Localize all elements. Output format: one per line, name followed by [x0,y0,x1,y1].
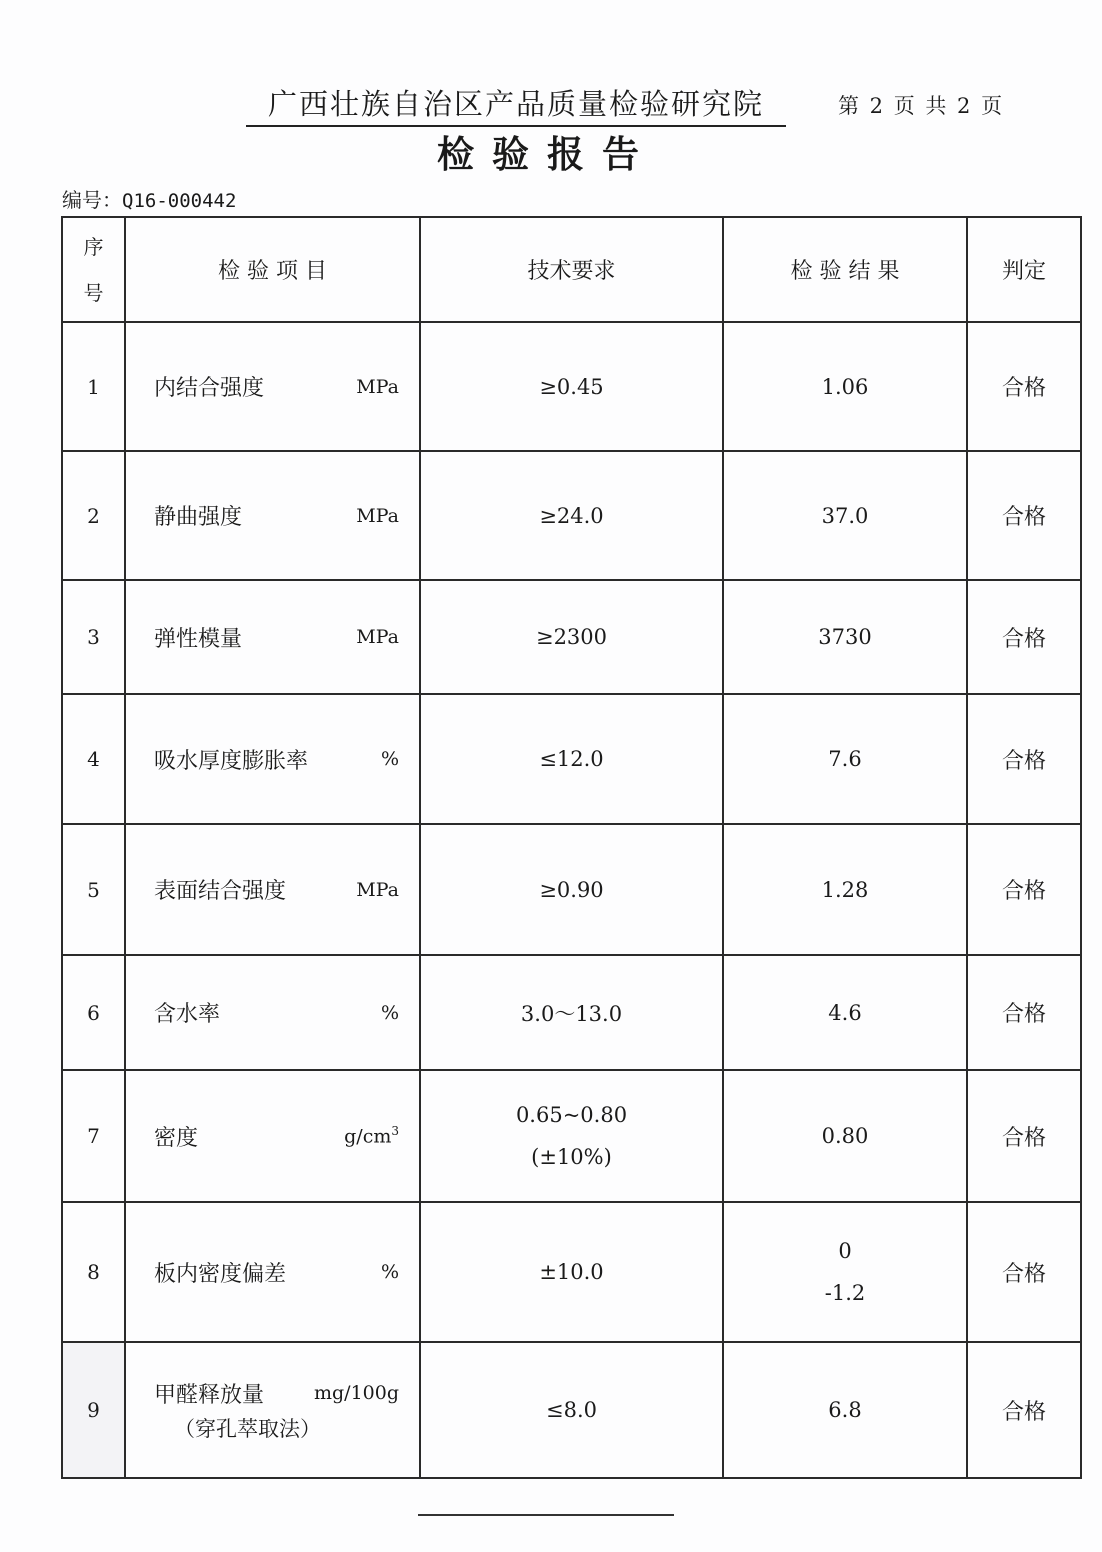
table-row [62,955,1081,1070]
result: 6.8 [723,1342,967,1478]
item-cell [125,580,420,694]
header-verdict: 判定 [967,217,1081,322]
result: 4.6 [723,955,967,1070]
item-cell [125,824,420,955]
item-name: 内结合强度 [154,376,265,401]
row-number: 4 [62,694,125,824]
table-row [62,824,1081,955]
item-name: 含水率 [154,1002,221,1027]
requirement-tolerance: (±10%) [531,1145,612,1169]
table-row [62,451,1081,580]
item-name: 板内密度偏差 [154,1261,287,1287]
unit-base: g/cm [344,1125,392,1148]
item-name: 静曲强度 [154,505,243,530]
institute-name: 广西壮族自治区产品质量检验研究院 [246,82,786,127]
table-row [62,1202,1081,1342]
header-requirement: 技术要求 [420,217,723,322]
item-unit: mg/100g [313,1382,399,1404]
item-cell [125,1202,420,1342]
item-unit: MPa [356,626,399,648]
row-number: 2 [62,451,125,580]
item-cell [125,1342,420,1478]
header-row [62,217,1081,322]
item-unit: MPa [356,504,399,527]
report-title: 检验报告 [437,133,657,176]
item-unit: % [380,748,399,770]
result-value-2: -1.2 [824,1281,866,1305]
row-number: 9 [62,1342,125,1478]
row-number: 3 [62,580,125,694]
requirement: ≥2300 [420,580,723,694]
item-unit: MPa [356,878,399,901]
item-unit: % [380,1001,399,1024]
table-row [62,322,1081,451]
requirement: ≥0.90 [420,824,723,955]
unit-superscript: 3 [391,1124,399,1139]
item-unit: % [380,1261,399,1283]
row-number: 8 [62,1202,125,1342]
item-name: 弹性模量 [154,626,243,652]
table-row [62,1342,1081,1478]
result: 3730 [723,580,967,694]
item-name: 吸水厚度膨胀率 [154,748,309,774]
requirement: ≤12.0 [420,694,723,824]
item-cell [125,955,420,1070]
verdict: 合格 [967,824,1081,955]
item-name: 表面结合强度 [154,879,287,904]
table-row [62,694,1081,824]
result: 1.28 [723,824,967,955]
inspection-table [61,216,1082,1479]
page-info: 第 2 页 共 2 页 [838,94,1005,118]
header-no-line2: 号 [83,280,104,305]
result-value-1: 0 [838,1239,852,1263]
header-result: 检 验 结 果 [723,217,967,322]
result: 0.80 [723,1070,967,1202]
requirement: ≥0.45 [420,322,723,451]
row-number: 7 [62,1070,125,1202]
row-number: 1 [62,322,125,451]
row-number: 6 [62,955,125,1070]
item-unit [344,1124,399,1147]
requirement: ≥24.0 [420,451,723,580]
header-item: 检 验 项 目 [125,217,420,322]
test-method: （穿孔萃取法） [174,1416,321,1441]
verdict: 合格 [967,1342,1081,1478]
header-no [62,217,125,322]
item-name: 甲醛释放量 [154,1382,265,1408]
requirement [420,1070,723,1202]
table-row [62,580,1081,694]
signature-line [418,1514,674,1516]
item-cell [125,322,420,451]
row-number: 5 [62,824,125,955]
result [723,1202,967,1342]
result: 7.6 [723,694,967,824]
verdict: 合格 [967,1202,1081,1342]
serial-number [62,184,236,213]
verdict: 合格 [967,451,1081,580]
item-cell [125,1070,420,1202]
requirement: ≤8.0 [420,1342,723,1478]
verdict: 合格 [967,1070,1081,1202]
verdict: 合格 [967,694,1081,824]
requirement: 3.0～13.0 [420,955,723,1070]
result: 1.06 [723,322,967,451]
serial-value: Q16-000442 [122,190,237,212]
requirement: ±10.0 [420,1202,723,1342]
verdict: 合格 [967,580,1081,694]
header-no-line1: 序 [83,234,104,259]
verdict: 合格 [967,955,1081,1070]
item-unit: MPa [356,375,399,398]
requirement-range: 0.65~0.80 [515,1103,628,1127]
item-name: 密度 [154,1125,199,1151]
serial-label: 编号： [62,188,122,212]
table-row [62,1070,1081,1202]
item-cell [125,694,420,824]
item-cell [125,451,420,580]
result: 37.0 [723,451,967,580]
verdict: 合格 [967,322,1081,451]
